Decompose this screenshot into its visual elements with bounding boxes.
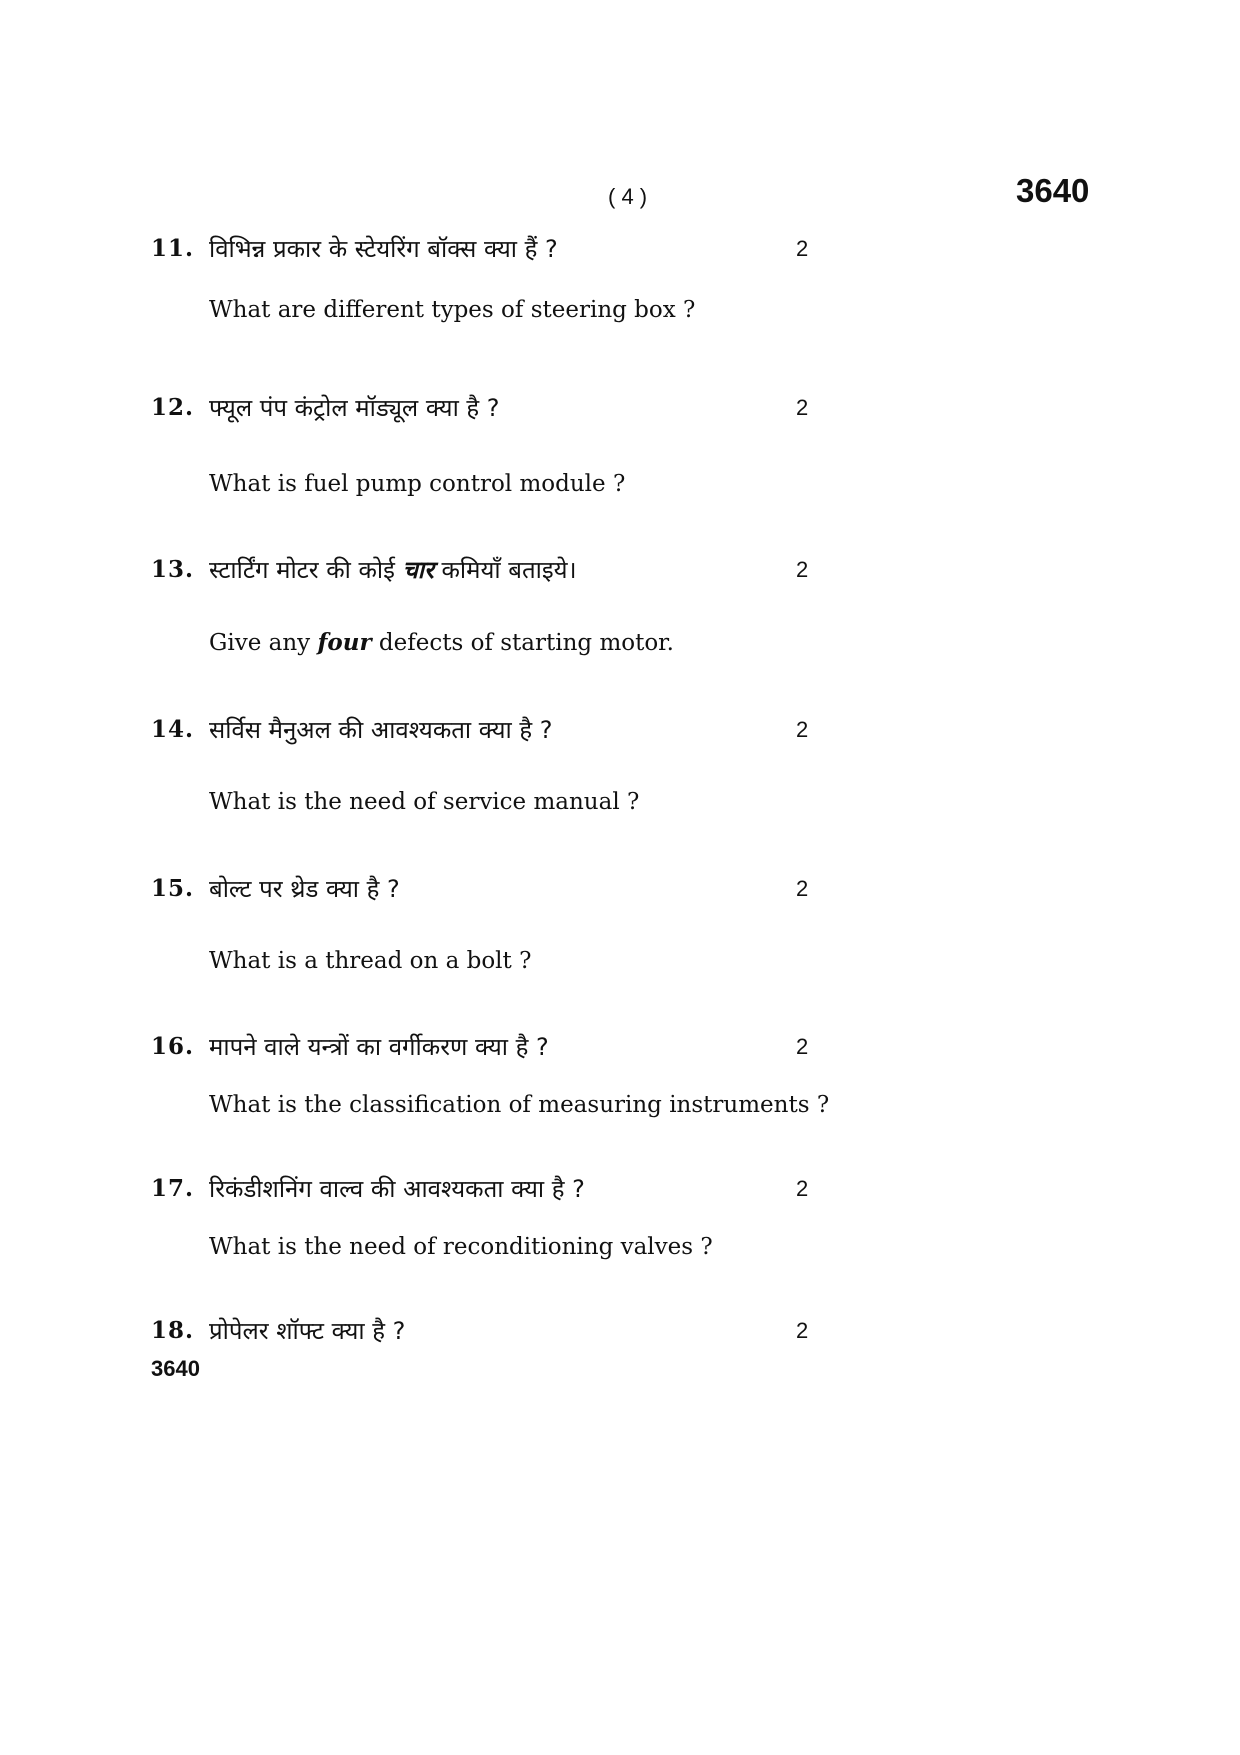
- question-hindi: फ्यूल पंप कंट्रोल मॉड्यूल क्या है ?: [209, 394, 500, 422]
- paper-code-footer: 3640: [151, 1356, 200, 1381]
- question-hindi: प्रोपेलर शॉफ्ट क्या है ?: [209, 1317, 406, 1345]
- emphasis-word: four: [317, 629, 372, 656]
- question-marks: 2: [796, 717, 809, 742]
- emphasis-word: चार: [402, 556, 434, 584]
- question-hindi: रिकंडीशनिंग वाल्व की आवश्यकता क्या है ?: [209, 1175, 585, 1203]
- question-english: What are different types of steering box ?: [209, 297, 696, 323]
- question-hindi: मापने वाले यन्त्रों का वर्गीकरण क्या है ?: [209, 1033, 549, 1061]
- question-hindi: सर्विस मैनुअल की आवश्यकता क्या है ?: [209, 716, 553, 744]
- page-number: ( 4 ): [608, 184, 648, 209]
- question-hindi: बोल्ट पर थ्रेड क्या है ?: [209, 875, 400, 903]
- question-hindi: स्टार्टिंग मोटर की कोई चार कमियाँ बताइये।: [209, 556, 577, 584]
- question-marks: 2: [796, 236, 809, 261]
- question-number: 15.: [151, 875, 195, 902]
- question-marks: 2: [796, 1034, 809, 1059]
- question-english: What is fuel pump control module ?: [209, 471, 626, 497]
- question-number: 18.: [151, 1317, 195, 1344]
- paper-code-header: 3640: [1016, 172, 1090, 209]
- question-marks: 2: [796, 876, 809, 901]
- question-number: 11.: [151, 235, 195, 262]
- question-marks: 2: [796, 557, 809, 582]
- question-english: What is a thread on a bolt ?: [209, 948, 532, 974]
- question-hindi: विभिन्न प्रकार के स्टेयरिंग बॉक्स क्या हैं ?: [209, 235, 558, 263]
- question-marks: 2: [796, 1176, 809, 1201]
- question-english: What is the need of service manual ?: [209, 789, 640, 815]
- question-number: 17.: [151, 1175, 195, 1202]
- question-english: Give any four defects of starting motor.: [209, 629, 674, 656]
- question-number: 16.: [151, 1033, 195, 1060]
- question-marks: 2: [796, 395, 809, 420]
- question-number: 12.: [151, 394, 195, 421]
- question-english: What is the classification of measuring instruments ?: [209, 1092, 830, 1118]
- question-english: What is the need of reconditioning valves ?: [209, 1234, 713, 1260]
- question-number: 13.: [151, 556, 195, 583]
- question-marks: 2: [796, 1318, 809, 1343]
- question-number: 14.: [151, 716, 195, 743]
